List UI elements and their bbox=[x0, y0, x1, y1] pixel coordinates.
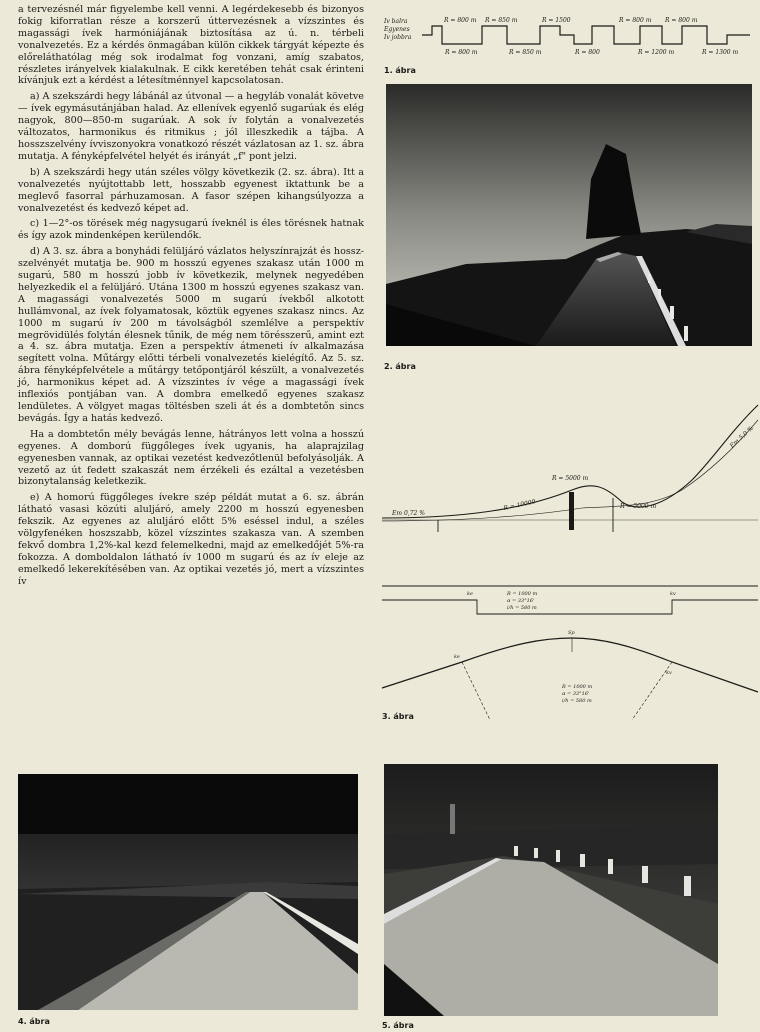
fig3-plan-alpha: α = 33°16' bbox=[507, 598, 535, 604]
figure-1-caption: 1. ábra bbox=[384, 66, 416, 75]
figure-5-photo bbox=[384, 764, 718, 1016]
fig3-curve-length: i/h = 580 m bbox=[562, 698, 592, 704]
fig1-top-label-5: R = 800 m bbox=[665, 17, 698, 24]
figure-4-caption: 4. ábra bbox=[18, 1017, 50, 1026]
fig3-plan-length: i/h = 580 m bbox=[507, 605, 537, 611]
fig1-top-label-2: R = 850 m bbox=[485, 17, 518, 24]
fig1-left-top-label: Iv balra bbox=[384, 18, 408, 25]
fig1-bottom-label-3: R = 800 bbox=[575, 49, 600, 56]
figure-3-caption: 3. ábra bbox=[382, 712, 414, 721]
fig1-top-label-3: R = 1500 bbox=[542, 17, 571, 24]
fig3-profile-r1-label: R = 10000 bbox=[502, 498, 537, 512]
figure-3-diagram bbox=[382, 390, 758, 720]
paragraph-a: a) A szekszárdi hegy lábánál az útvonal — a hegyláb vonalát követve — ívek egymásutánjában halad. Az ellenívek egyenlő sugarúak és elég nagyok, 800—850-m sugarúak. A sok ív folytán a vonalvezetés változatos, harmonikus és ritmikus ; jól illeszkedik a tájba. A hosszszelvény ívviszonyokra vonatkozó részét vázlatosan az 1. sz. ábra mutatja. A fényképfelvétel helyét és irányát „f" pont jelzi. bbox=[18, 91, 364, 162]
fig1-bottom-label-1: R = 800 m bbox=[445, 49, 478, 56]
fig3-apex-label: Sp bbox=[568, 630, 575, 636]
figure-2-caption: 2. ábra bbox=[384, 362, 416, 371]
paragraph-c: c) 1—2°-os törések még nagysugarú íveknél is éles törésnek hatnak és így azok mindenképen kerülendők. bbox=[18, 218, 364, 242]
figure-5-caption: 5. ábra bbox=[382, 1021, 414, 1030]
fig3-curve-alpha: α = 33°16' bbox=[562, 691, 590, 697]
fig3-band-curvature-line bbox=[382, 600, 758, 614]
fig1-left-mid-label: Egyenes bbox=[384, 26, 410, 33]
fig1-bottom-label-4: R = 1200 m bbox=[638, 49, 675, 56]
fig3-grade-right-label: Em 5,0 % bbox=[728, 424, 755, 450]
paragraph-e: e) A homorú függőleges ívekre szép példát mutat a 6. sz. ábrán látható vasasi közúti aluljáró, amely 2200 m hosszú egyenesben fekszik. Az egyenes az aluljáró előtt 5% eséssel indul, a széles völgyfenéken hoszszabb, közel vízszintes szakasza van. A szemben fekvő dombra 1,2%-kal kezd felemelkedni, majd az emelkedőjét 5%-ra fokozza. A domboldalon látható ív 1000 m sugarú és az ív eleje az emelkedő lekerekítésében van. Az optikai vezetés jó, mert a vízszintes ív bbox=[18, 492, 364, 587]
fig1-top-label-1: R = 800 m bbox=[444, 17, 477, 24]
paragraph-d: d) A 3. sz. ábra a bonyhádi felüljáró vázlatos helyszínrajzát és hossz-szelvényét mutatja be. 900 m hosszú egyenes szakasz után 1000 m sugarú, 580 m hosszú jobb ív következik, melynek negyedében helyezkedik el a felüljáró. Utána 1300 m hosszú egyenes szakasz van. A magassági vonalvezetés 5000 m sugarú ívekből alkotott hullámvonal, az ívek folyamatosak, köztük egyenes szakasz nincs. Az 1000 m sugarú ív 200 m távolságból szemlélve a perspektív megrövidülés folytán élesnek tűnik, de még nem törésszerű, amint ezt a 4. sz. ábra mutatja. Ezen a perspektív átmeneti ív alkalmazása segített volna. Műtárgy előtti térbeli vonalvezetés kielégítő. Az 5. sz. ábra fényképfelvétele a műtárgy tetőpontjáról készült, a vonalvezetés jó, harmonikus képet ad. A vízszintes ív vége a magassági ívek inflexiós pontjában van. A dombra emelkedő egyenes szakasz lendületes. A völgyet magas töltésben szeli át és a dombtetőn sincs bevágás. Így a hatás kedvező. bbox=[18, 246, 364, 424]
fig3-grade-left-label: Em 0,72 % bbox=[392, 510, 425, 517]
fig1-bottom-label-2: R = 850 m bbox=[509, 49, 542, 56]
fig1-top-label-4: R = 800 m bbox=[619, 17, 652, 24]
fig3-curve-left-mark: ke bbox=[454, 654, 460, 660]
figure-4-photo bbox=[18, 774, 358, 1010]
fig1-left-bot-label: Iv jobbra bbox=[384, 34, 412, 41]
fig3-plan-radial-left bbox=[462, 662, 490, 720]
fig3-plan-radius: R = 1000 m bbox=[507, 591, 538, 597]
paragraph-hilltop: Ha a dombtetőn mély bevágás lenne, hátrányos lett volna a hosszú egyenes. A domború függőleges ívek ugyanis, ha alaprajzilag egyenesben vannak, az optikai vezetést kedvezőtlenül befolyásolják. A vezető az út fedett szakaszát nem érzékeli és ezáltal a vezetésben bizonytalanság keletkezik. bbox=[18, 428, 364, 488]
fig3-plan-right-mark: kv bbox=[670, 591, 676, 597]
fig3-profile-r3-label: R = 5000 m bbox=[620, 503, 657, 510]
figure-2-photo bbox=[386, 84, 752, 346]
article-text-column bbox=[18, 4, 364, 592]
fig3-curve-right-mark: kv bbox=[666, 670, 672, 676]
figure-1-curvature-diagram bbox=[382, 10, 752, 65]
fig3-curve-radius: R = 1000 m bbox=[562, 684, 593, 690]
fig3-overpass-structure bbox=[569, 492, 574, 530]
fig3-plan-left-mark: ke bbox=[467, 591, 473, 597]
fig1-bottom-label-5: R = 1300 m bbox=[702, 49, 739, 56]
paragraph-b: b) A szekszárdi hegy után széles völgy következik (2. sz. ábra). Itt a vonalvezetés nyújtottabb lett, hosszabb egyenest iktattunk be a meglevő fasorral párhuzamosan. A fasor szépen kihangsúlyozza a vonalvezetést és kedvező képet ad. bbox=[18, 166, 364, 214]
paragraph-intro: a tervezésnél már figyelembe kell venni. A legérdekesebb és bizonyos fokig kiforratlan része a korszerű úttervezésnek a vízszintes és magassági ívek harmóniájának biztosítása az ú. n. térbeli vonalvezetés. Ez a kérdés önmagában külön cikkek tárgyát képezte és előreláthatólag még sok irodalmat fog vonzani, amíg szabatos, részletes irányelvek kialakulnak. E cikk keretében tehát csak érinteni kívánjuk ezt a kérdést a létesítménnyel kapcsolatosan. bbox=[18, 4, 364, 87]
fig1-curvature-line bbox=[422, 26, 750, 44]
fig3-profile-r2-label: R = 5000 m bbox=[552, 475, 589, 482]
